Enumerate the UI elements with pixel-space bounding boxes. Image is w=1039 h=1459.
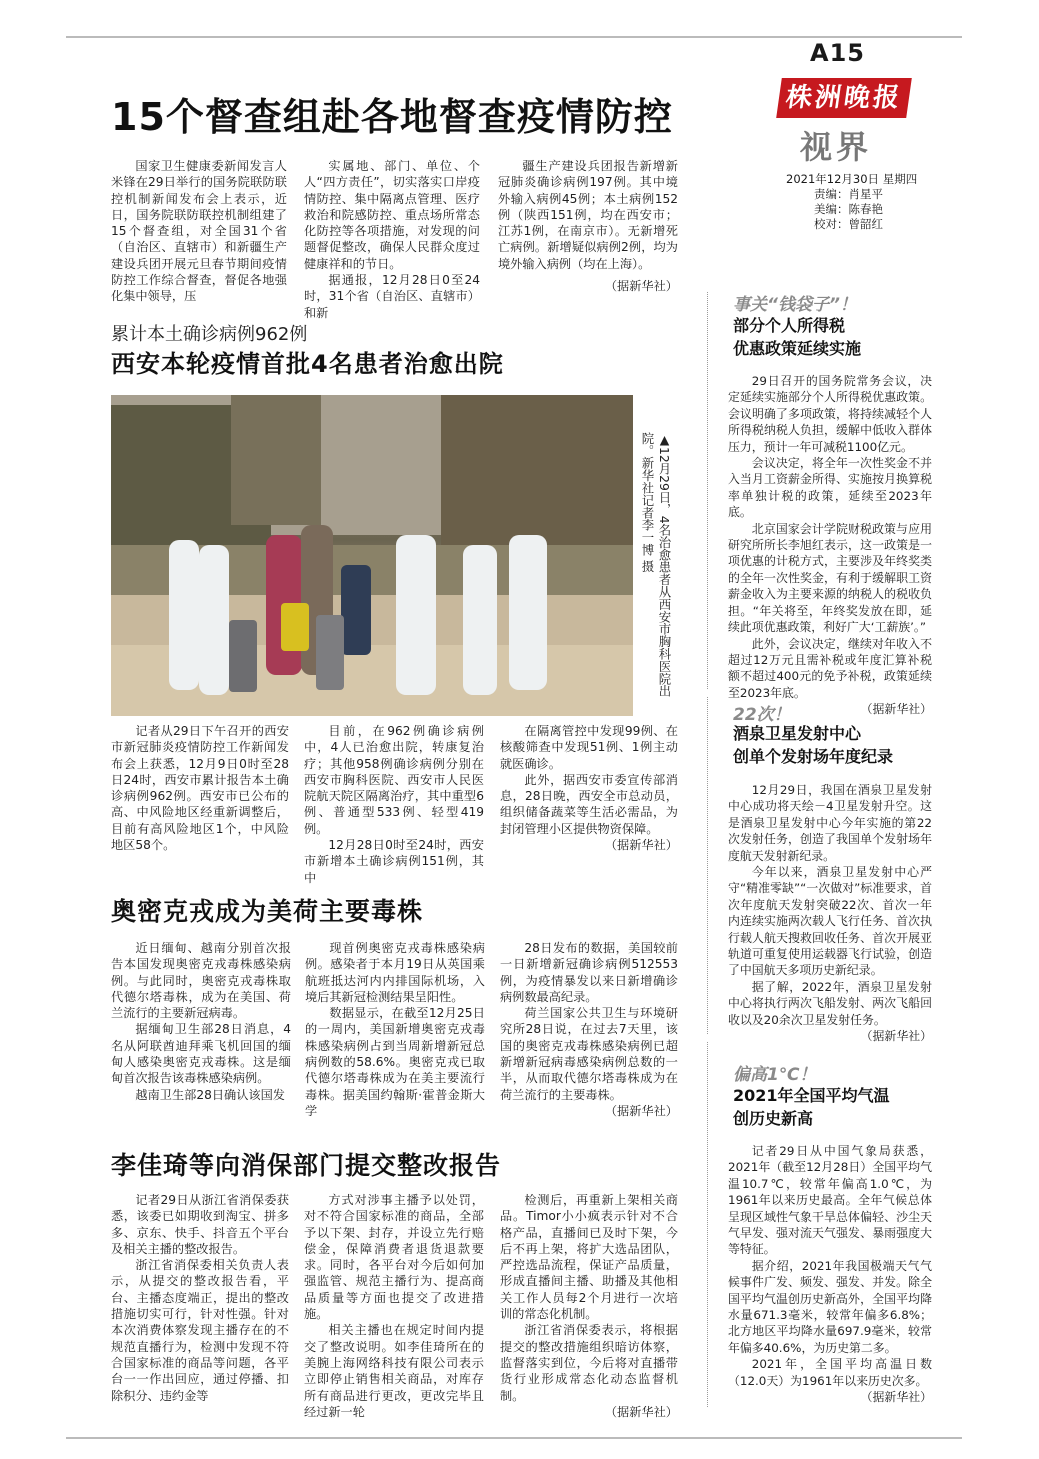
paragraph: 据了解，2022年，酒泉卫星发射中心将执行两次飞船发射、两次飞船回收以及20余次卫星发射任务。 (728, 979, 932, 1027)
sidebar-title-line: 酒泉卫星发射中心 (733, 724, 862, 743)
article-column (304, 1192, 484, 1422)
sidebar-title-line: 优惠政策延续实施 (733, 339, 862, 358)
paragraph: 浙江省消保委表示，将根据提交的整改措施组织暗访体察，监督落实到位，今后将对直播带货行业形成常态化动态监督机制。 (500, 1323, 678, 1403)
sidebar-body (728, 1143, 932, 1411)
section-name: 视界 (800, 128, 873, 166)
sidebar-title-line: 部分个人所得税 (733, 316, 846, 335)
article-column (500, 940, 678, 1118)
article-title: 西安本轮疫情首批4名患者治愈出院 (111, 350, 504, 378)
paragraph: 12月29日，我国在酒泉卫星发射中心成功将天绘－4卫星发射升空。这是酒泉卫星发射中心今年实施的第22次发射任务，创造了我国单个发射场年度航天发射新纪录。 (728, 783, 932, 863)
sidebar-kicker: 事关“钱袋子”！ (733, 295, 857, 315)
paragraph: 检测后，再重新上架相关商品。Timor小小疯表示针对不合格产品，直播间已及时下架，今后不再上架，将扩大选品团队，严控选品流程，保证产品质量，形成直播间主播、助播及其他相关工作人员每2个月进行一次培训的常态化机制。 (500, 1193, 678, 1322)
proofreader-credit: 校对：曾韶红 (814, 217, 883, 231)
photo-caption: ▲12月29日，4名治愈患者从西安市胸科医院出院。新华社记者李一博 摄 (640, 432, 672, 698)
paragraph: 数据显示，在截至12月25日的一周内，美国新增奥密克戎毒株感染病例占到当周新增新冠总病例数的58.6%。奥密克戎已取代德尔塔毒株成为在美主要流行毒株。据美国约翰斯·霍普金斯大学 (305, 1006, 485, 1118)
photo-scene (111, 395, 633, 716)
article-column (305, 940, 485, 1118)
top-rule (66, 36, 962, 38)
paragraph: 此外，据西安市委宣传部消息，28日晚，西安全市总动员，组织储备蔬菜等生活必需品，为封闭管理小区提供物资保障。 (500, 772, 678, 836)
source-credit: （据新华社） (860, 702, 932, 717)
article-column (500, 1192, 678, 1422)
paragraph: 2021年，全国平均高温日数（12.0天）为1961年以来历史次多。 (728, 1357, 932, 1388)
article-column (304, 158, 480, 320)
paragraph: 越南卫生部28日确认该国发 (135, 1087, 285, 1102)
source-credit: （据新华社） (860, 1390, 932, 1405)
article-title: 李佳琦等向消保部门提交整改报告 (111, 1151, 502, 1180)
sidebar-title-line: 创历史新高 (733, 1109, 814, 1128)
paragraph: 浙江省消保委相关负责人表示，从提交的整改报告看，平台、主播态度端正，提出的整改措施切实可行，针对性强。针对本次消费体察发现主播存在的不规范直播行为，检测中发现不符合国家标准的商品等问题，各平台一一作出回应，通过停播、扣除积分、违约金等 (111, 1258, 289, 1403)
designer-credit: 美编：陈春艳 (814, 202, 883, 216)
sidebar-title-line: 创单个发射场年度纪录 (733, 747, 894, 766)
article-column (111, 1192, 289, 1422)
source-credit: （据新华社） (604, 838, 678, 853)
paragraph: 12月28日0时至24时，西安市新增本土确诊病例151例，其中 (304, 838, 484, 885)
sidebar-divider (707, 1042, 708, 1407)
paragraph: 近日缅甸、越南分别首次报告本国发现奥密克戎毒株感染病例。与此同时，奥密克戎毒株取代德尔塔毒株，成为在美国、荷兰流行的主要新冠病毒。 (111, 941, 291, 1021)
news-photo (111, 395, 633, 716)
issue-date: 2021年12月30日 星期四 (786, 172, 918, 186)
paragraph: 北京国家会计学院财税政策与应用研究所所长李旭红表示，这一政策是一项优惠的计税方式，主要涉及年终奖类的全年一次性奖金，有利于缓解职工资薪金收入为主要来源的纳税人的税收负担。“年关将至，年终奖发放在即，延续此项优惠政策，利好广大‘工薪族’。” (728, 521, 932, 635)
paragraph: 28日发布的数据，美国较前一日新增新冠确诊病例512553例，为疫情暴发以来日新增确诊病例数最高纪录。 (500, 941, 678, 1004)
source-credit: （据新华社） (604, 279, 678, 294)
paragraph: 疆生产建设兵团报告新增新冠肺炎确诊病例197例。其中境外输入病例45例；本土病例152例（陕西151例，均在西安市；江苏1例，在南京市）。无新增死亡病例。新增疑似病例2例，均为境外输入病例（均在上海）。 (498, 159, 678, 271)
article-kicker: 累计本土确诊病例962例 (111, 324, 308, 345)
paragraph: 记者从29日下午召开的西安市新冠肺炎疫情防控工作新闻发布会上获悉，12月9日0时至28日24时，西安市累计报告本土确诊病例962例。西安市已公布的高、中风险地区经重新调整后，目前有高风险地区1个，中风险地区58个。 (111, 724, 289, 853)
editor-credit: 责编：肖星平 (814, 187, 883, 201)
article-column (111, 158, 287, 304)
sidebar-kicker: 偏高1℃！ (733, 1065, 817, 1085)
sidebar-title-line: 2021年全国平均气温 (733, 1086, 890, 1105)
paragraph: 记者29日从中国气象局获悉，2021年（截至12月28日）全国平均气温10.7℃，较常年偏高1.0℃，为1961年以来历史最高。全年气候总体呈现区域性气象干旱总体偏轻、沙尘天气早发、强对流天气强发、暴雨强度大等特征。 (728, 1144, 932, 1257)
paragraph: 据缅甸卫生部28日消息，4名从阿联酋迪拜乘飞机回国的缅甸人感染奥密克戎毒株。这是缅甸首次报告该毒株感染病例。 (111, 1022, 291, 1086)
sidebar-title (733, 1084, 890, 1130)
paragraph: 国家卫生健康委新闻发言人米锋在29日举行的国务院联防联控机制新闻发布会上表示，近日，国务院联防联控机制组建了15个督查组，对全国31个省（自治区、直辖市）和新疆生产建设兵团开展元旦春节期间疫情防控工作综合督查，督促各地强化集中领导，压 (111, 159, 287, 304)
sidebar-kicker: 22次！ (733, 705, 791, 725)
article-column (304, 723, 484, 885)
paragraph: 现首例奥密克戎毒株感染病例。感染者于本月19日从英国乘航班抵达河内内排国际机场，入境后其新冠检测结果呈阳性。 (305, 941, 485, 1004)
article-column (498, 158, 678, 294)
page-number: A15 (810, 39, 865, 67)
sidebar-title (733, 722, 893, 768)
paragraph: 据通报，12月28日0至24时，31个省（自治区、直辖市）和新 (304, 273, 480, 320)
paragraph: 29日召开的国务院常务会议，决定延续实施部分个人所得税优惠政策。会议明确了多项政策，将持续减轻个人所得税纳税人负担，缓解中低收入群体压力，预计一年可减税1100亿元。 (728, 374, 932, 454)
bottom-rule (66, 1437, 962, 1439)
sidebar-divider (707, 292, 708, 689)
paragraph: 今年以来，酒泉卫星发射中心严守“精准零缺”“一次做对”标准要求，首次年度航天发射突破22次、首次一年内连续实施两次载人飞行任务、首次执行载人航天搜救回收任务、首次开展亚轨道可重复使用运载器飞行试验，创造了中国航天多项历史新纪录。 (728, 865, 932, 978)
source-credit: （据新华社） (604, 1404, 678, 1419)
article-title: 奥密克戎成为美荷主要毒株 (111, 897, 424, 926)
issue-meta (786, 172, 956, 232)
paragraph: 据介绍，2021年我国极端天气气候事件广发、频发、强发、并发。除全国平均气温创历史新高外，全国平均降水量671.3毫米，较常年偏多6.8%；北方地区平均降水量697.9毫米，较常年偏多40.6%，为历史第二多。 (728, 1258, 932, 1355)
paragraph: 荷兰国家公共卫生与环境研究所28日说，在过去7天里，该国的奥密克戎毒株感染病例已超新增新冠病毒感染病例总数的一半，从而取代德尔塔毒株成为在荷兰流行的主要毒株。 (500, 1006, 678, 1102)
paragraph: 在隔离管控中发现99例、在核酸筛查中发现51例、1例主动就医确诊。 (500, 724, 678, 771)
paragraph: 此外，会议决定，继续对年收入不超过12万元且需补税或年度汇算补税额不超过400元的免予补税，政策延续至2023年底。 (728, 636, 932, 700)
paragraph: 实属地、部门、单位、个人“四方责任”，切实落实口岸疫情防控、集中隔离点管理、医疗救治和院感防控、重点场所常态化防控等各项措施，对发现的问题督促整改，确保人民群众度过健康祥和的节日。 (304, 159, 480, 271)
source-credit: （据新华社） (860, 1029, 932, 1044)
paragraph: 相关主播也在规定时间内提交了整改说明。如李佳琦所在的美腕上海网络科技有限公司表示立即停止销售相关商品，对库存所有商品进行更改，更改完毕且经过新一轮 (304, 1323, 484, 1419)
paragraph: 目前，在962例确诊病例中，4人已治愈出院，转康复治疗；其他958例确诊病例分别在西安市胸科医院、西安市人民医院航天院区隔离治疗，其中重型6例、普通型533例、轻型419例。 (304, 724, 484, 836)
paragraph: 记者29日从浙江省消保委获悉，该委已如期收到淘宝、拼多多、京东、快手、抖音五个平台及相关主播的整改报告。 (111, 1193, 289, 1256)
newspaper-logo: 株洲晚报 (776, 78, 912, 118)
paragraph: 会议决定，将全年一次性奖金不并入当月工资薪金所得、实施按月换算税率单独计税的政策，延续至2023年底。 (728, 456, 932, 520)
sidebar-divider (707, 697, 708, 1034)
sidebar-title (733, 314, 861, 360)
sidebar-body (728, 782, 932, 1044)
source-credit: （据新华社） (604, 1103, 678, 1118)
article-title: 15个督查组赴各地督查疫情防控 (111, 95, 673, 139)
paragraph: 方式对涉事主播予以处罚，对不符合国家标准的商品，全部予以下架、封存，并设立先行赔偿金，保障消费者退货退款要求。同时，各平台对今后如何加强监管、规范主播行为、提高商品质量等方面也提交了改进措施。 (304, 1193, 484, 1322)
article-column (111, 940, 291, 1100)
article-column (111, 723, 289, 858)
article-column (500, 723, 678, 858)
